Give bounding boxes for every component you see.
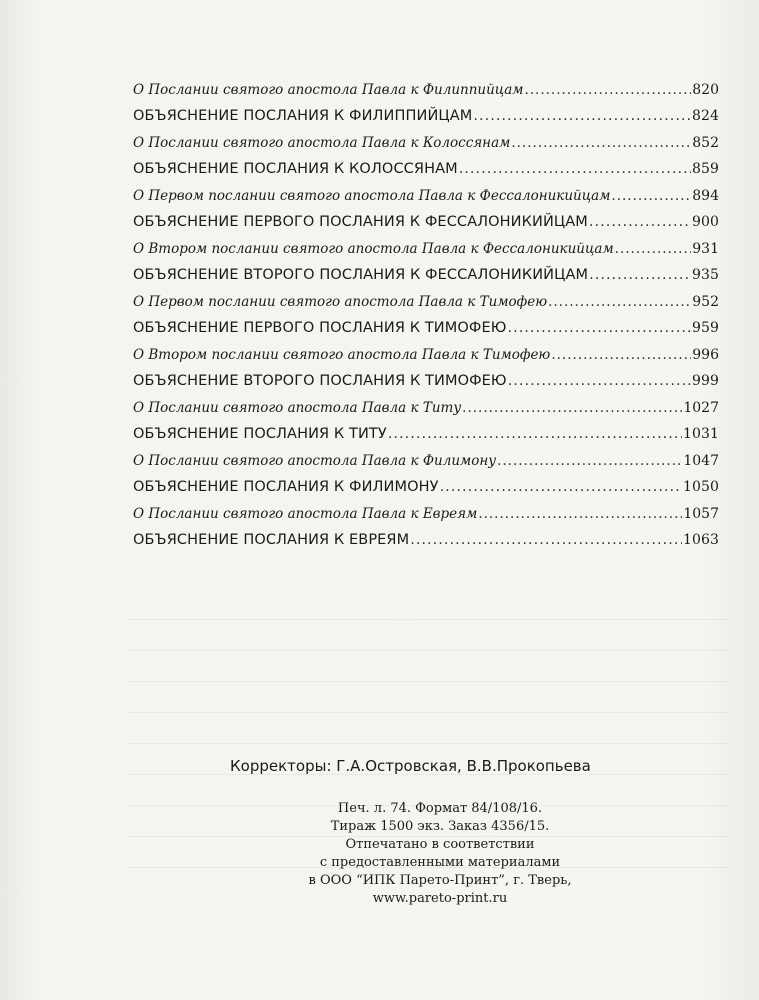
toc-intro-title: О Втором послании святого апостола Павла к Фессалоникийцам (133, 241, 614, 257)
dot-leader (589, 264, 691, 286)
toc-entry (133, 504, 719, 557)
dot-leader (478, 504, 682, 524)
toc-explanation-page: 1050 (682, 479, 719, 495)
toc-intro-page: 820 (692, 82, 719, 98)
toc-explanation-title: ОБЪЯСНЕНИЕ ВТОРОГО ПОСЛАНИЯ К ФЕССАЛОНИКИЙЦАМ (133, 267, 589, 283)
dot-leader (440, 476, 682, 498)
toc-explanation-row (133, 370, 719, 392)
dot-leader (459, 158, 691, 180)
toc-intro-row (133, 398, 719, 418)
toc-intro-title: О Втором послании святого апостола Павла к Тимофею (133, 347, 551, 363)
dot-leader (551, 345, 691, 365)
toc-intro-page: 931 (692, 241, 719, 257)
toc-explanation-row (133, 211, 719, 233)
dot-leader (462, 398, 682, 418)
toc-intro-row (133, 292, 719, 312)
toc-intro-title: О Первом послании святого апостола Павла к Тимофею (133, 294, 548, 310)
toc-explanation-row (133, 476, 719, 498)
toc-explanation-row (133, 158, 719, 180)
imprint-printer: в ООО “ИПК Парето-Принт”, г. Тверь, (308, 873, 572, 888)
print-imprint (220, 800, 660, 908)
toc-entry (133, 133, 719, 186)
toc-explanation-page: 824 (691, 108, 719, 124)
dot-leader (524, 80, 691, 100)
toc-explanation-row (133, 529, 719, 551)
toc-intro-row (133, 239, 719, 259)
toc-explanation-title: ОБЪЯСНЕНИЕ ПОСЛАНИЯ К ФИЛИМОНУ (133, 479, 439, 495)
toc-explanation-row (133, 317, 719, 339)
dot-leader (507, 317, 690, 339)
toc-intro-row (133, 186, 719, 206)
toc-explanation-title: ОБЪЯСНЕНИЕ ВТОРОГО ПОСЛАНИЯ К ТИМОФЕЮ (133, 373, 507, 389)
toc-intro-page: 996 (692, 347, 719, 363)
toc-explanation-title: ОБЪЯСНЕНИЕ ПОСЛАНИЯ К КОЛОССЯНАМ (133, 161, 458, 177)
toc-entry (133, 186, 719, 239)
toc-intro-title: О Послании святого апостола Павла к Титу (133, 400, 462, 416)
toc-intro-title: О Послании святого апостола Павла к Филиппийцам (133, 82, 524, 98)
imprint-website: www.pareto-print.ru (372, 891, 508, 906)
toc-intro-page: 894 (692, 188, 719, 204)
toc-entry (133, 80, 719, 133)
toc-explanation-title: ОБЪЯСНЕНИЕ ПОСЛАНИЯ К ЕВРЕЯМ (133, 532, 410, 548)
dot-leader (508, 370, 691, 392)
imprint-print-run: Тираж 1500 экз. Заказ 4356/15. (330, 819, 550, 834)
toc-intro-title: О Первом послании святого апостола Павла к Фессалоникийцам (133, 188, 611, 204)
toc-explanation-title: ОБЪЯСНЕНИЕ ПОСЛАНИЯ К ТИТУ (133, 426, 387, 442)
toc-explanation-title: ОБЪЯСНЕНИЕ ПЕРВОГО ПОСЛАНИЯ К ФЕССАЛОНИКИЙЦАМ (133, 214, 588, 230)
dot-leader (497, 451, 682, 471)
toc-entry (133, 345, 719, 398)
dot-leader (611, 186, 691, 206)
toc-intro-row (133, 504, 719, 524)
correctors-credit: Корректоры: Г.А.Островская, В.В.Прокопьева (230, 757, 591, 775)
dot-leader (548, 292, 691, 312)
imprint-materials-note: с предоставленными материалами (319, 855, 561, 870)
toc-explanation-title: ОБЪЯСНЕНИЕ ПОСЛАНИЯ К ФИЛИППИЙЦАМ (133, 108, 473, 124)
toc-entry (133, 239, 719, 292)
toc-explanation-title: ОБЪЯСНЕНИЕ ПЕРВОГО ПОСЛАНИЯ К ТИМОФЕЮ (133, 320, 507, 336)
toc-explanation-page: 1031 (682, 426, 719, 442)
toc-intro-row (133, 451, 719, 471)
dot-leader (410, 529, 682, 551)
toc-intro-title: О Послании святого апостола Павла к Евреям (133, 506, 478, 522)
dot-leader (511, 133, 691, 153)
toc-intro-row (133, 133, 719, 153)
toc-intro-page: 1057 (683, 506, 719, 522)
toc-explanation-page: 859 (691, 161, 719, 177)
toc-intro-row (133, 345, 719, 365)
toc-entry (133, 451, 719, 504)
toc-entry (133, 398, 719, 451)
imprint-printed-note: Отпечатано в соответствии (345, 837, 535, 852)
toc-explanation-page: 959 (691, 320, 719, 336)
imprint-format: Печ. л. 74. Формат 84/108/16. (337, 801, 543, 816)
toc-explanation-page: 900 (691, 214, 719, 230)
toc-intro-title: О Послании святого апостола Павла к Филимону (133, 453, 497, 469)
dot-leader (589, 211, 691, 233)
toc-intro-page: 952 (692, 294, 719, 310)
toc-intro-page: 1047 (683, 453, 719, 469)
dot-leader (615, 239, 692, 259)
toc-explanation-row (133, 105, 719, 127)
toc-explanation-page: 999 (691, 373, 719, 389)
table-of-contents (133, 80, 719, 557)
dot-leader (388, 423, 682, 445)
toc-intro-title: О Послании святого апостола Павла к Колоссянам (133, 135, 511, 151)
toc-explanation-page: 1063 (682, 532, 719, 548)
toc-intro-page: 1027 (683, 400, 719, 416)
toc-entry (133, 292, 719, 345)
toc-explanation-row (133, 423, 719, 445)
toc-explanation-row (133, 264, 719, 286)
toc-intro-page: 852 (692, 135, 719, 151)
toc-explanation-page: 935 (691, 267, 719, 283)
dot-leader (473, 105, 691, 127)
toc-intro-row (133, 80, 719, 100)
